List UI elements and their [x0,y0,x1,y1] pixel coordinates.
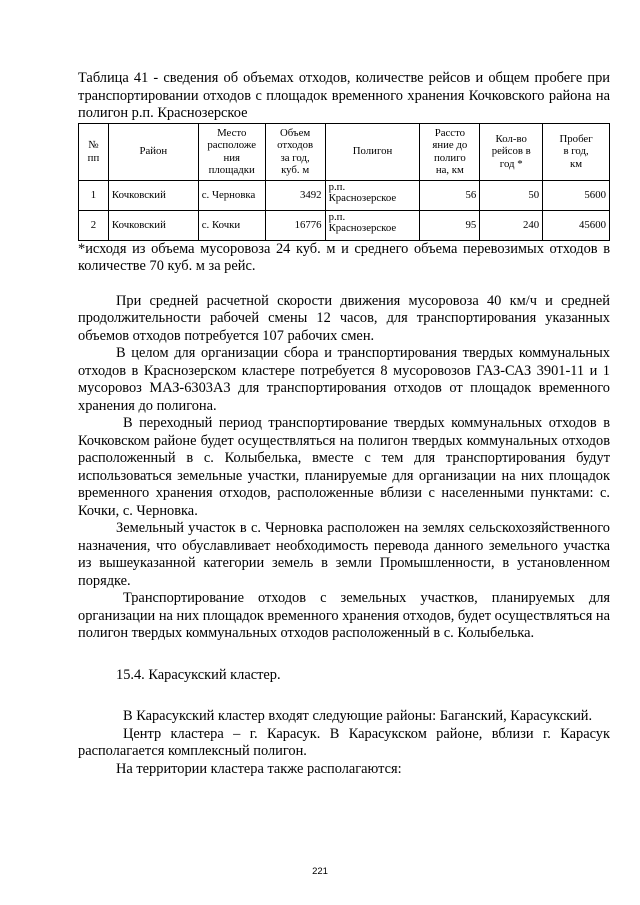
cell-district: Кочковский [108,180,198,210]
cell-volume: 16776 [265,210,325,240]
cell-volume: 3492 [265,180,325,210]
cell-location: с. Черновка [198,180,265,210]
document-page [78,70,610,778]
header-location: Место расположе ния площадки [198,123,265,180]
paragraph: В Карасукский кластер входят следующие районы: Баганский, Карасукский. [123,708,593,724]
paragraph: В целом для организации сбора и транспортирования твердых коммунальных отходов в Краснозерском кластере потребуется 8 мусоровозов ГАЗ-САЗ 3901-11 и 1 мусоровоз МАЗ-6303А3 для транспортирования отходов от площадок временного хранения до полигона. [78,345,610,414]
cell-trips: 50 [480,180,543,210]
waste-transport-table [78,123,610,241]
cell-landfill: р.п. Краснозерское [325,210,420,240]
cell-landfill: р.п. Краснозерское [325,180,420,210]
table-row [79,180,610,210]
header-mileage: Пробег в год, км [543,123,610,180]
header-number: № пп [79,123,109,180]
table-caption: Таблица 41 - сведения об объемах отходов, количестве рейсов и общем пробеге при транспортировании отходов с площадок временного хранения Кочковского района на полигон р.п. Краснозерское [78,70,610,121]
table-header-row [79,123,610,180]
header-distance: Рассто яние до полиго на, км [420,123,480,180]
cell-trips: 240 [480,210,543,240]
table-footnote: *исходя из объема мусоровоза 24 куб. м и среднего объема перевозимых отходов в количестве 70 куб. м за рейс. [78,240,610,274]
cell-mileage: 45600 [543,210,610,240]
paragraph: При средней расчетной скорости движения мусоровоза 40 км/ч и средней продолжительности рабочей смены 12 часов, для транспортирования указанных объемов отходов потребуется 107 рабочих смен. [78,292,610,344]
cell-number: 2 [79,210,109,240]
cell-distance: 95 [420,210,480,240]
cell-distance: 56 [420,180,480,210]
cell-number: 1 [79,180,109,210]
page-number: 221 [312,866,328,877]
section-heading: 15.4. Карасукский кластер. [116,666,281,683]
header-district: Район [108,123,198,180]
paragraph: Транспортирование отходов с земельных участков, планируемых для организации на них площадок временного хранения отходов, будет осуществляться на полигон твердых коммунальных отходов расположенный в с. Колыбелька. [78,590,610,641]
paragraph: Центр кластера – г. Карасук. В Карасукском районе, вблизи г. Карасук располагается комплексный полигон. [78,725,610,759]
header-volume: Объем отходов за год, куб. м [265,123,325,180]
paragraph: В переходный период транспортирование твердых коммунальных отходов в Кочковском районе будет осуществляться на полигон твердых коммунальных отходов расположенный в с. Колыбелька, вместе с тем для транспортирования будут использоваться земельные участки, планируемые для организации на них площадок временного хранения отходов, расположенные вблизи с населенными пунктами: с. Кочки, с. Черновка. [78,415,610,519]
paragraph: На территории кластера также располагаются: [116,760,402,777]
header-landfill: Полигон [325,123,420,180]
cell-mileage: 5600 [543,180,610,210]
cell-location: с. Кочки [198,210,265,240]
table-row [79,210,610,240]
paragraph: Земельный участок в с. Черновка расположен на землях сельскохозяйственного назначения, что обуславливает необходимость перевода данного земельного участка из вышеуказанной категории земель в земли Промышленности, в установленном порядке. [78,520,610,589]
header-trips: Кол-во рейсов в год * [480,123,543,180]
cell-district: Кочковский [108,210,198,240]
